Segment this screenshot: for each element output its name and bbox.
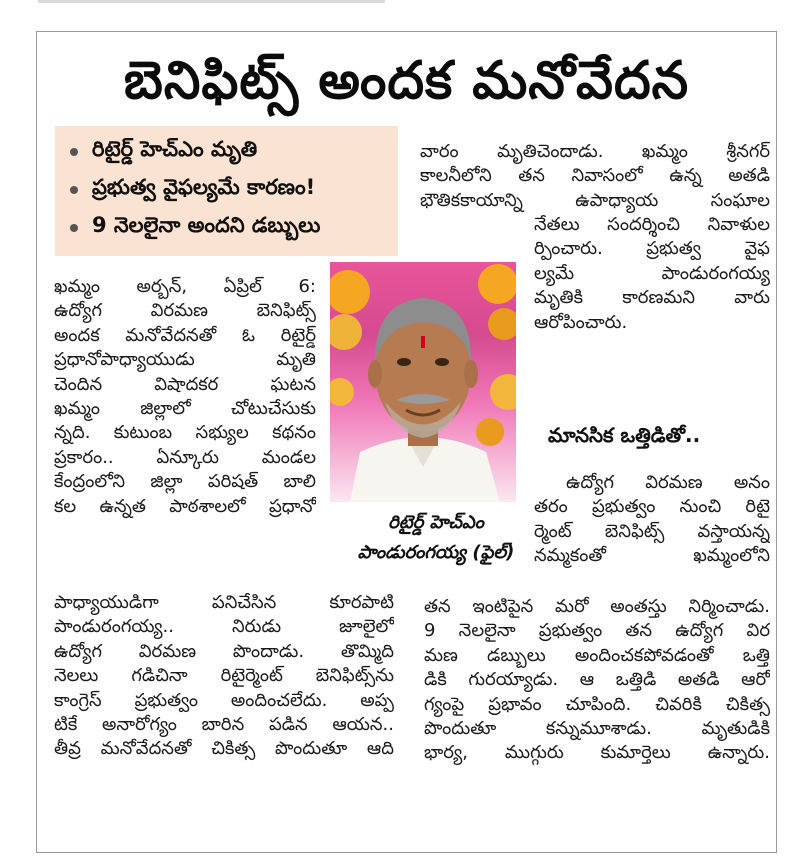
photo-caption (346, 508, 526, 568)
text-line: చెందిన విషాదకర ఘటన (54, 373, 316, 395)
top-rule (38, 0, 385, 3)
text-line: పాధ్యాయుడిగా పనిచేసిన కూరపాటి (54, 592, 394, 613)
text-line: ఉద్యోగ విరమణ అనం (566, 472, 770, 493)
right-column-bottom-text (424, 595, 770, 766)
bullet-icon (70, 186, 78, 194)
text-line: న్నది. కుటుంబ సభ్యుల కథనం (54, 422, 316, 444)
article-headline: బెనిఫిట్స్ అందక మనోవేదన (123, 51, 690, 111)
highlight-item (70, 209, 390, 247)
text-line: నెలలు గడిచినా రిటైర్మెంట్ బెనిఫిట్స్‌ను (54, 665, 394, 687)
highlight-text: రిటైర్డ్ హెచ్ఎం మృతి (92, 137, 258, 161)
text-line: కేంద్రంలోని జిల్లా పరిషత్ బాలి (54, 471, 316, 493)
text-line: నేతలు సందర్శించి నివాళుల (534, 214, 770, 235)
text-line: అందక మనోవేదనతో ఓ రిటైర్డ్ (54, 324, 316, 346)
bottom-left-column-text (54, 591, 394, 762)
right-column-top-text (420, 140, 770, 213)
text-line: ప్రకారం.. ఏన్కూరు మండల (54, 446, 316, 468)
text-line: ఉద్యోగ విరమణ బెనిఫిట్స్ (54, 300, 316, 322)
portrait-illustration (330, 262, 516, 502)
text-line: కాంగ్రెస్ ప్రభుత్వం అందించలేదు. అప్ప (54, 689, 394, 711)
text-line: ప్రధానోపాధ్యాయుడు మృతి (54, 349, 316, 371)
text-line: ల్యమే పాండురంగయ్య (534, 262, 770, 284)
section-subheading: మానసిక ఒత్తిడితో.. (548, 423, 701, 447)
text-line: తీవ్ర మనోవేదనతో చికిత్స పొందుతూ ఆది (54, 738, 394, 760)
text-line: పొందుతూ కన్నుమూశాడు. మృతుడికి (424, 718, 770, 740)
text-line: వారం మృతిచెందాడు. ఖమ్మం శ్రీనగర్ (420, 141, 770, 162)
left-column-text (54, 275, 316, 519)
text-line: ఖమ్మం అర్బన్, ఏప్రిల్ 6: (54, 276, 316, 297)
text-line: డికి గురయ్యాడు. ఆ ఒత్తిడి అతడి ఆరో (424, 669, 770, 691)
text-line: ఖమ్మం జిల్లాలో చోటుచేసుకు (54, 398, 316, 420)
person-photo (330, 262, 516, 502)
text-line: భౌతికకాయాన్ని ఉపాధ్యాయ సంఘాల (420, 189, 770, 211)
text-line: పాండురంగయ్య.. నిరుడు జూలైలో (54, 616, 394, 638)
text-line: తరం ప్రభుత్వం నుంచి రిటై (534, 496, 770, 518)
text-line: కల ఉన్నత పాఠశాలలో ప్రధానో (54, 495, 316, 517)
text-line: నమ్మకంతో ఖమ్మంలోని (534, 545, 770, 567)
bullet-icon (70, 148, 78, 156)
text-line: టికే అనారోగ్యం బారిన పడిన ఆయన.. (54, 714, 394, 736)
text-line: మృతికి కారణమని వారు (534, 287, 770, 309)
text-line: తన ఇంటిపైన మరో అంతస్తు నిర్మించాడు. (424, 596, 770, 617)
highlights-list (70, 133, 390, 247)
highlight-text: ప్రభుత్వ వైఫల్యమే కారణం! (92, 175, 316, 199)
text-line: ఉద్యోగ విరమణ పొందాడు. తొమ్మిది (54, 640, 394, 662)
highlight-text: 9 నెలలైనా అందని డబ్బులు (92, 213, 321, 237)
text-line: ఆరోపించారు. (534, 311, 628, 333)
text-line: ర్మెంట్ బెనిఫిట్స్ వస్తాయన్న (534, 520, 770, 542)
caption-line: రిటైర్డ్ హెచ్ఎం (388, 512, 484, 533)
text-line: మణ డబ్బులు అందించకపోవడంతో ఒత్తి (424, 644, 770, 666)
caption-line: పాండురంగయ్య (ఫైల్) (357, 542, 515, 563)
text-line: భార్య, ముగ్గురు కుమార్తెలు ఉన్నారు. (424, 742, 770, 764)
bullet-icon (70, 224, 78, 232)
text-line: ర్పించారు. ప్రభుత్వ వైఫ (534, 238, 770, 260)
text-line: 9 నెలలైనా ప్రభుత్వం తన ఉద్యోగ విర (424, 620, 770, 642)
highlight-item (70, 171, 390, 209)
text-line: కాలనీలోని తన నివాసంలో ఉన్న అతడి (420, 165, 770, 187)
right-column-mid-text (534, 471, 770, 569)
highlight-item (70, 133, 390, 171)
text-line: గ్యంపై ప్రభావం చూపింది. చివరికి చికిత్స (424, 693, 770, 715)
right-column-narrow-text (534, 213, 770, 335)
